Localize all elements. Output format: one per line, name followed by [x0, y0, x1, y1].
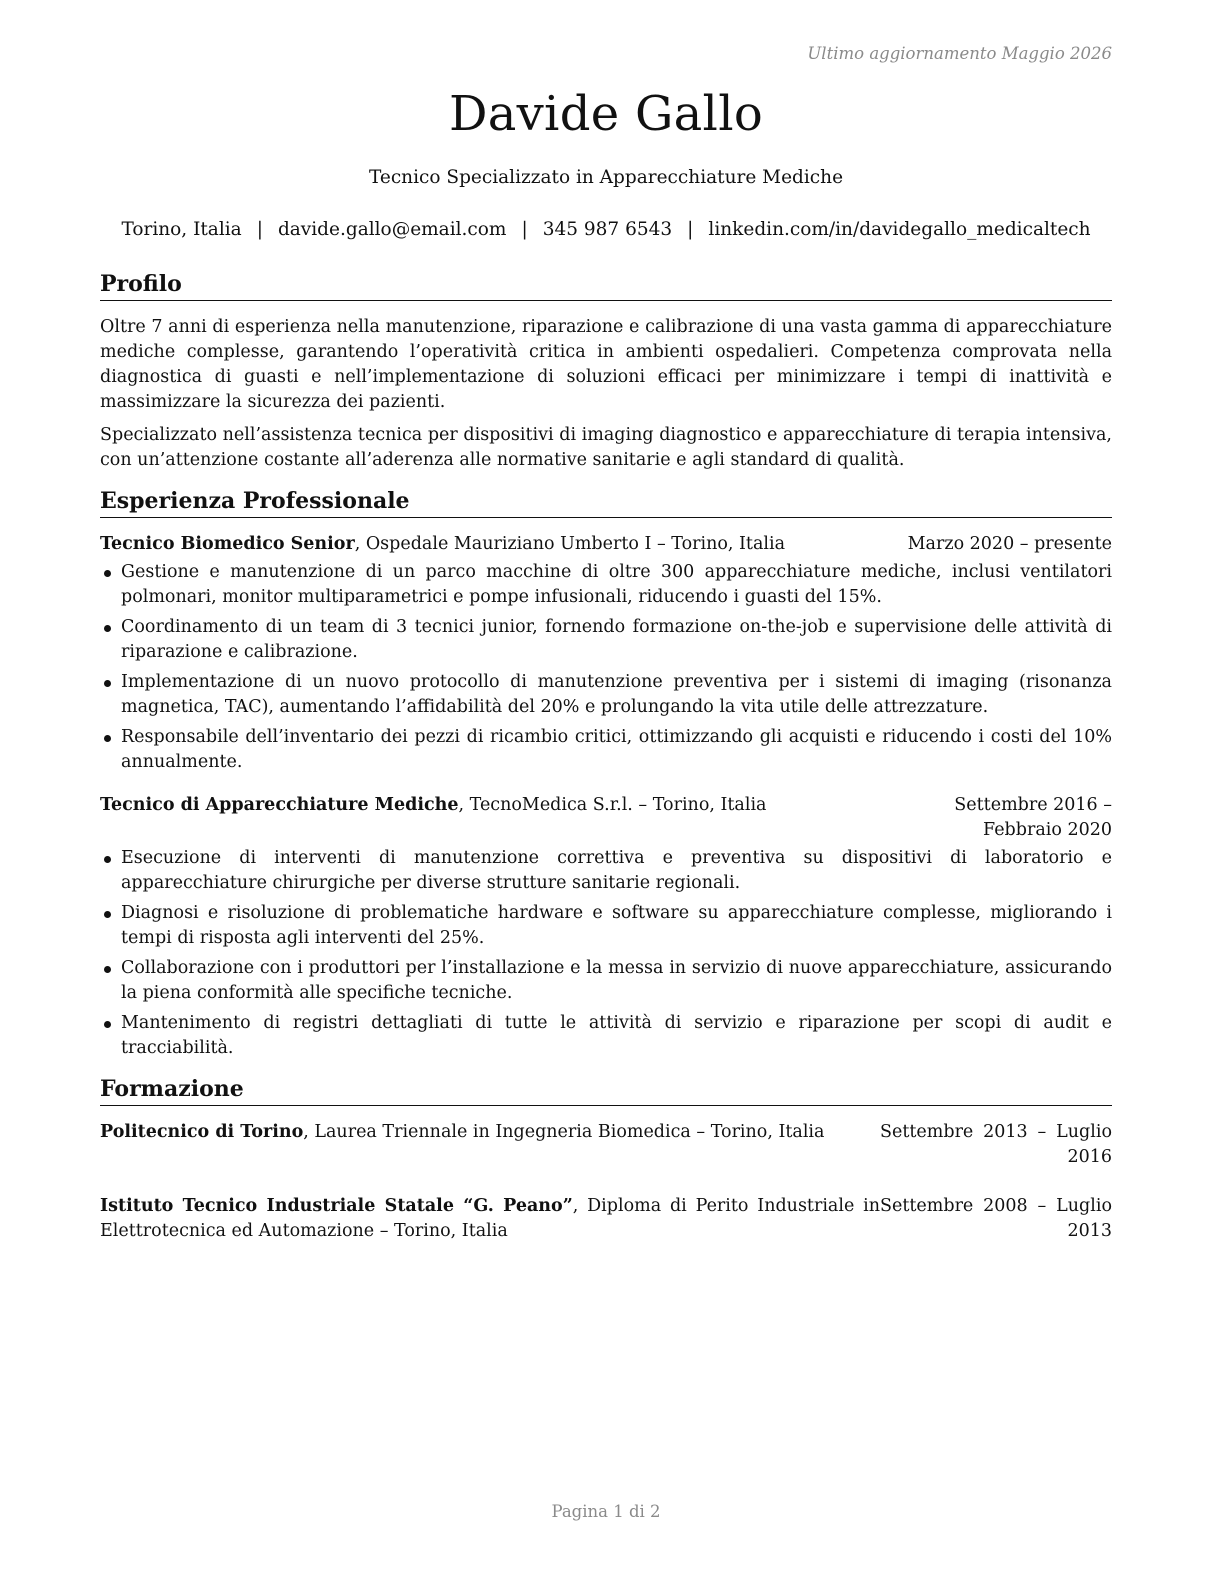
separator: | — [521, 219, 528, 240]
profile-section — [100, 270, 1112, 473]
job-entry — [100, 793, 1112, 1061]
bullet-icon — [104, 680, 111, 687]
bullet-text: Esecuzione di interventi di manutenzione correttiva e preventiva su dispositivi di laboratorio e apparecchiature chirurgiche per diverse strutture sanitarie regionali. — [121, 848, 1112, 893]
job-bullets — [100, 846, 1112, 1061]
last-updated: Ultimo aggiornamento Maggio 2026 — [807, 44, 1112, 63]
bullet-text: Gestione e manutenzione di un parco macchine di oltre 300 apparecchiature mediche, inclusi ventilatori polmonari, monitor multiparametrici e pompe infusionali, riducendo i guasti del 15%. — [121, 562, 1112, 607]
section-title-experience: Esperienza Professionale — [100, 487, 1112, 518]
list-item — [100, 670, 1112, 720]
list-item — [100, 901, 1112, 951]
bullet-text: Responsabile dell’inventario dei pezzi di ricambio critici, ottimizzando gli acquisti e riducendo i costi del 10% annualmente. — [121, 727, 1112, 772]
list-item — [100, 1011, 1112, 1061]
bullet-icon — [104, 966, 111, 973]
profile-paragraph: Specializzato nell’assistenza tecnica per dispositivi di imaging diagnostico e apparecchiature di terapia intensiva, con un’attenzione costante all’aderenza alle normative sanitarie e agli standard di qualità. — [100, 425, 1112, 470]
bullet-text: Collaborazione con i produttori per l’installazione e la messa in servizio di nuove apparecchiature, assicurando la piena conformità alle specifiche tecniche. — [121, 958, 1112, 1003]
degree: , Laurea Triennale in Ingegneria Biomedica – Torino, Italia — [303, 1122, 825, 1142]
bullet-text: Implementazione di un nuovo protocollo di manutenzione preventiva per i sistemi di imaging (risonanza magnetica, TAC), aumentando l’affidabilità del 20% e prolungando la vita utile delle attrezzature. — [121, 672, 1112, 717]
bullet-icon — [104, 735, 111, 742]
bullet-text: Diagnosi e risoluzione di problematiche hardware e software su apparecchiature complesse, migliorando i tempi di risposta agli interventi del 25%. — [121, 903, 1112, 948]
separator: | — [687, 219, 694, 240]
bullet-text: Mantenimento di registri dettagliati di tutte le attività di servizio e riparazione per scopi di audit e tracciabilità. — [121, 1013, 1112, 1058]
bullet-icon — [104, 625, 111, 632]
list-item — [100, 846, 1112, 896]
candidate-name: Davide Gallo — [448, 86, 764, 142]
education-entry — [100, 1120, 1112, 1170]
school-name: Politecnico di Torino — [100, 1122, 304, 1142]
experience-section — [100, 487, 1112, 1061]
job-organization: , Ospedale Mauriziano Umberto I – Torino, Italia — [354, 534, 786, 554]
profile-paragraph: Oltre 7 anni di esperienza nella manutenzione, riparazione e calibrazione di una vasta gamma di apparecchiature mediche complesse, garantendo l’operatività critica in ambienti ospedalieri. Competenza comprovata nella diagnostica di guasti e nell’implementazione di soluzioni efficaci per minimizzare i tempi di inattività e massimizzare la sicurezza dei pazienti. — [100, 317, 1112, 412]
list-item — [100, 725, 1112, 775]
education-dates: Settembre 2013 – Luglio 2016 — [880, 1122, 1112, 1167]
job-role: Tecnico Biomedico Senior — [100, 534, 355, 554]
bullet-icon — [104, 856, 111, 863]
job-dates: Marzo 2020 – presente — [907, 534, 1112, 554]
job-title: Tecnico Specializzato in Apparecchiature Mediche — [368, 167, 844, 188]
contact-linkedin[interactable]: linkedin.com/in/davidegallo_medicaltech — [708, 219, 1091, 240]
job-role: Tecnico di Apparecchiature Mediche — [100, 795, 459, 815]
contact-line — [0, 219, 1212, 240]
education-entry — [100, 1194, 1112, 1244]
page-number: Pagina 1 di 2 — [551, 1502, 661, 1521]
separator: | — [256, 219, 263, 240]
degree: , Diploma di Perito Industriale in Elettrotecnica ed Automazione – Torino, Italia — [100, 1196, 880, 1241]
section-title-education: Formazione — [100, 1075, 1112, 1106]
job-header — [100, 532, 1112, 557]
job-bullets — [100, 560, 1112, 775]
contact-location: Torino, Italia — [121, 219, 242, 240]
school-name: Istituto Tecnico Industriale Statale “G. Peano” — [100, 1196, 573, 1216]
education-section — [100, 1075, 1112, 1244]
list-item — [100, 956, 1112, 1006]
job-header — [100, 793, 1112, 843]
list-item — [100, 560, 1112, 610]
education-dates: Settembre 2008 – Luglio 2013 — [880, 1196, 1112, 1241]
bullet-text: Coordinamento di un team di 3 tecnici junior, fornendo formazione on-the-job e supervisione delle attività di riparazione e calibrazione. — [121, 617, 1112, 662]
list-item — [100, 615, 1112, 665]
bullet-icon — [104, 570, 111, 577]
contact-email[interactable]: davide.gallo@email.com — [277, 219, 507, 240]
bullet-icon — [104, 911, 111, 918]
job-organization: , TecnoMedica S.r.l. – Torino, Italia — [458, 795, 767, 815]
job-entry — [100, 532, 1112, 775]
contact-phone[interactable]: 345 987 6543 — [542, 219, 673, 240]
resume-content — [100, 270, 1112, 1244]
job-dates: Settembre 2016 – Febbraio 2020 — [954, 795, 1112, 840]
bullet-icon — [104, 1021, 111, 1028]
section-title-profile: Profilo — [100, 270, 1112, 301]
